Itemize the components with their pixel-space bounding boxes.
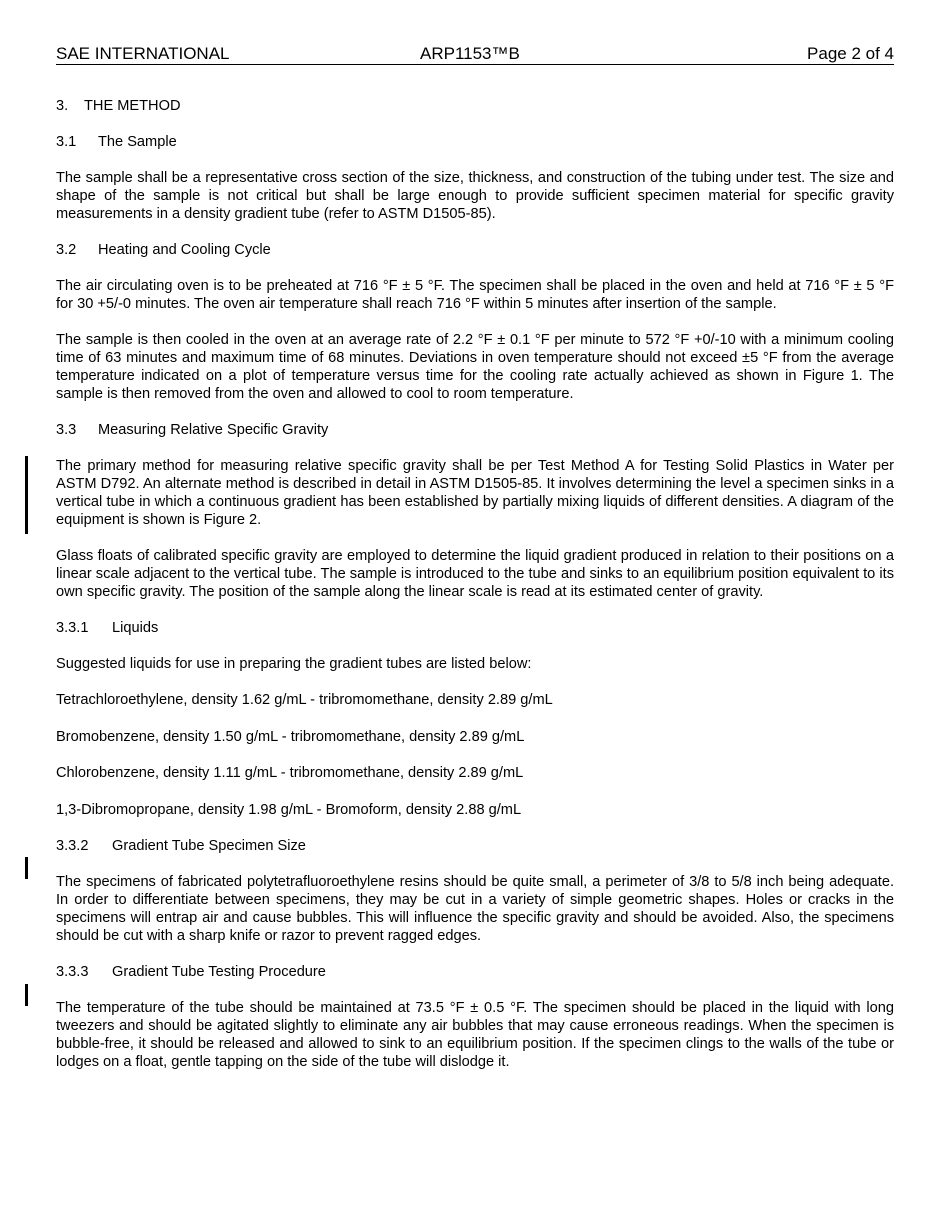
document-body — [56, 97, 894, 1089]
section-title: The Sample — [98, 134, 177, 150]
page-header — [56, 44, 894, 65]
section-title: Gradient Tube Testing Procedure — [112, 964, 326, 980]
paragraph: Glass floats of calibrated specific gravity are employed to determine the liquid gradient produced in relation to their positions on a linear scale adjacent to the vertical tube. The sample is introduced to the tube and sinks to an equilibrium position equivalent to its own specific gravity. The position of the sample along the linear scale is read at its estimated center of gravity. — [56, 548, 894, 600]
section-number: 3.3.1 — [56, 620, 89, 636]
section-heading — [56, 619, 894, 637]
revision-bar — [25, 984, 28, 1006]
section-number: 3.3.2 — [56, 838, 89, 854]
revision-bar — [25, 857, 28, 879]
paragraph: The specimens of fabricated polytetrafluoroethylene resins should be quite small, a perimeter of 3/8 to 5/8 inch being adequate. In order to differentiate between specimens, they may be cut in a variety of simple geometric shapes. Holes or cracks in the specimens will entrap air and cause bubbles. This will influence the specific gravity and should be avoided. Also, the specimens should be cut with a sharp knife or razor to prevent ragged edges. — [56, 874, 894, 944]
liquid-item: 1,3-Dibromopropane, density 1.98 g/mL - Bromoform, density 2.88 g/mL — [56, 801, 522, 818]
section-heading — [56, 241, 894, 259]
paragraph: The sample shall be a representative cross section of the size, thickness, and construction of the tubing under test. The size and shape of the sample is not critical but shall be large enough to provide sufficient specimen material for specific gravity measurements in a density gradient tube (refer to ASTM D1505-85). — [56, 170, 894, 222]
header-doc-id: ARP1153™B — [420, 44, 520, 63]
liquid-item: Chlorobenzene, density 1.11 g/mL - tribromomethane, density 2.89 g/mL — [56, 765, 524, 781]
section-number: 3.2 — [56, 242, 77, 258]
header-org: SAE INTERNATIONAL — [56, 44, 230, 63]
section-number: 3. — [56, 98, 69, 114]
section-heading — [56, 97, 894, 115]
paragraph: The temperature of the tube should be maintained at 73.5 °F ± 0.5 °F. The specimen should be placed in the liquid with long tweezers and should be agitated slightly to eliminate any air bubbles that may cause erroneous readings. When the specimen is bubble-free, it should be released and allowed to sink to an equilibrium position. If the specimen clings to the walls of the tube or lodges on a float, gentle tapping on the side of the tube will dislodge it. — [56, 1000, 894, 1070]
paragraph: The air circulating oven is to be preheated at 716 °F ± 5 °F. The specimen shall be placed in the oven and held at 716 °F ± 5 °F for 30 +5/-0 minutes. The oven air temperature shall reach 716 °F within 5 minutes after insertion of the sample. — [56, 278, 894, 312]
section-number: 3.3.3 — [56, 964, 89, 980]
paragraph: The primary method for measuring relative specific gravity shall be per Test Method A for Testing Solid Plastics in Water per ASTM D792. An alternate method is described in detail in ASTM D1505-85. It involves determining the level a specimen sinks in a vertical tube in which a continuous gradient has been established by partially mixing liquids of different densities. A diagram of the equipment is shown is Figure 2. — [56, 458, 894, 528]
section-title: THE METHOD — [84, 98, 181, 114]
header-page-number: Page 2 of 4 — [807, 44, 894, 63]
section-heading — [56, 963, 894, 981]
section-number: 3.3 — [56, 422, 77, 438]
paragraph: Suggested liquids for use in preparing the gradient tubes are listed below: — [56, 656, 532, 672]
section-title: Measuring Relative Specific Gravity — [98, 422, 329, 438]
paragraph: The sample is then cooled in the oven at an average rate of 2.2 °F ± 0.1 °F per minute to 572 °F +0/-10 with a minimum cooling time of 63 minutes and maximum time of 68 minutes. Deviations in oven temperature should not exceed ±5 °F from the average temperature indicated on a plot of temperature versus time for the cooling rate actually achieved as shown in Figure 1. The sample is then removed from the oven and allowed to cool to room temperature. — [56, 332, 894, 402]
section-number: 3.1 — [56, 134, 77, 150]
section-title: Liquids — [112, 620, 159, 636]
section-heading — [56, 421, 894, 439]
section-heading — [56, 133, 894, 151]
revision-bar — [25, 456, 28, 534]
section-title: Gradient Tube Specimen Size — [112, 838, 306, 854]
liquid-item: Tetrachloroethylene, density 1.62 g/mL - tribromomethane, density 2.89 g/mL — [56, 692, 553, 708]
section-title: Heating and Cooling Cycle — [98, 242, 271, 258]
liquid-item: Bromobenzene, density 1.50 g/mL - tribromomethane, density 2.89 g/mL — [56, 728, 525, 745]
section-heading — [56, 837, 894, 855]
